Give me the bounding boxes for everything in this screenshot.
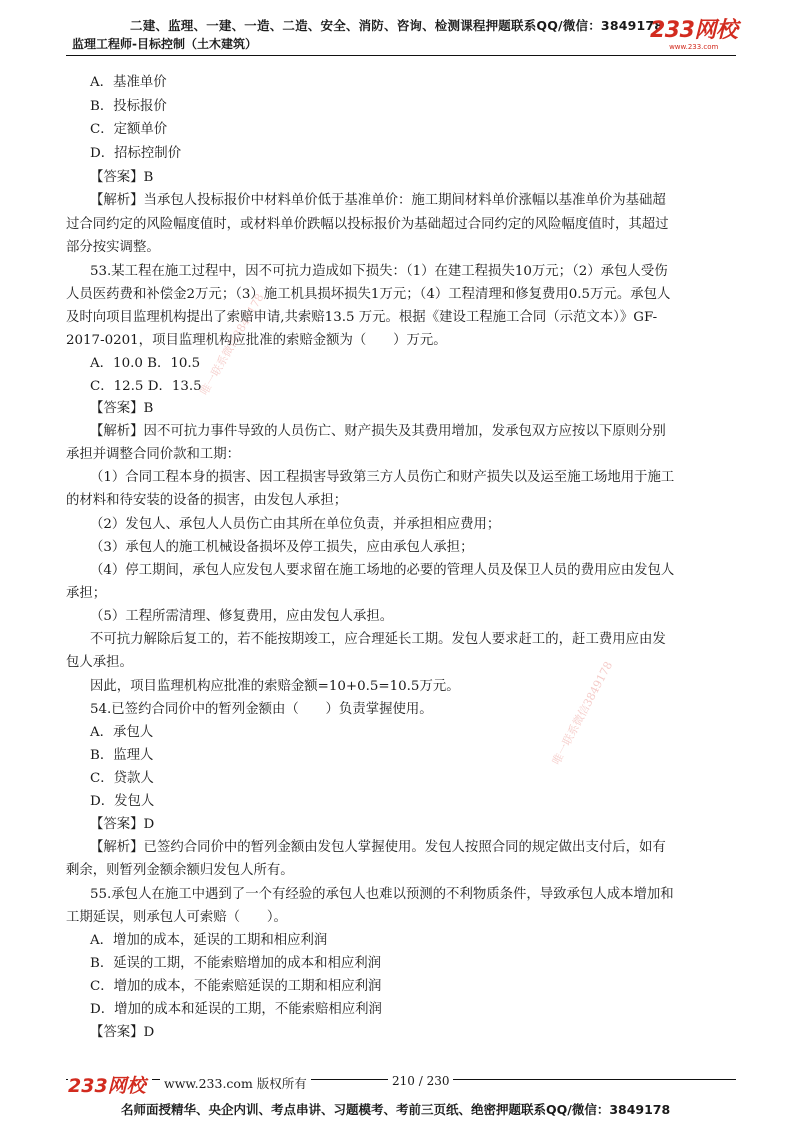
option-line: D．招标控制价 (90, 146, 182, 161)
question-line: 55.承包人在施工中遇到了一个有经验的承包人也难以预测的不利物质条件，导致承包人成本增加和 (90, 887, 674, 902)
text-line: 的材料和待安装的设备的损害，由发包人承担； (66, 493, 348, 508)
header-logo-url: www.233.com (669, 43, 719, 51)
option-line: C．增加的成本，不能索赔延误的工期和相应利润 (90, 979, 382, 994)
text-line: 部分按实调整。 (66, 240, 160, 255)
analysis-line: 【解析】因不可抗力事件导致的人员伤亡、财产损失及其费用增加，发承包双方应按以下原则分别 (90, 424, 666, 439)
option-line: B．延误的工期，不能索赔增加的成本和相应利润 (90, 956, 382, 971)
header-rule (66, 55, 736, 56)
text-line: （3）承包人的施工机械设备损坏及停工损失，应由承包人承担； (90, 540, 474, 555)
text-line: （1）合同工程本身的损害、因工程损害导致第三方人员伤亡和财产损失以及运至施工场地用于施工 (90, 470, 675, 485)
watermark: 唯一联系微信3849178 (549, 659, 616, 768)
answer-line: 【答案】B (90, 401, 154, 416)
question-line: 54.已签约合同价中的暂列金额由（ ）负责掌握使用。 (90, 702, 433, 717)
page-number: 210 / 230 (388, 1074, 453, 1088)
header-logo-text: 233网校 (650, 18, 738, 43)
text-line: 及时向项目监理机构提出了索赔申请,共索赔13.5 万元。根据《建设工程施工合同（示范文本）》GF- (66, 310, 658, 325)
option-line: C．定额单价 (90, 122, 168, 137)
text-line: 剩余，则暂列金额余额归发包人所有。 (66, 863, 294, 878)
footer-logo: 233网校 (68, 1071, 152, 1098)
text-line: 过合同约定的风险幅度值时，或材料单价跌幅以投标报价为基础超过合同约定的风险幅度值时，其超过 (66, 217, 669, 232)
header-logo (650, 20, 737, 51)
option-line: C．贷款人 (90, 771, 154, 786)
option-line: B．投标报价 (90, 99, 167, 114)
option-line: D．增加的成本和延误的工期，不能索赔相应利润 (90, 1002, 382, 1017)
footer-bottom-line: 名师面授精华、央企内训、考点串讲、习题模考、考前三页纸、绝密押题联系QQ/微信：3849178 (121, 1102, 671, 1117)
text-line: （5）工程所需清理、修复费用，应由发包人承担。 (90, 609, 394, 624)
analysis-line: 【解析】当承包人投标报价中材料单价低于基准单价：施工期间材料单价涨幅以基准单价为基础超 (90, 193, 666, 208)
text-line: 人员医药费和补偿金2万元；（3）施工机具损坏损失1万元；（4）工程清理和修复费用0.5万元。承包人 (66, 287, 671, 302)
option-line: A．10.0 B．10.5 (90, 356, 201, 371)
text-line: （2）发包人、承包人人员伤亡由其所在单位负责，并承担相应费用； (90, 517, 501, 532)
option-line: D．发包人 (90, 794, 155, 809)
text-line: 包人承担。 (66, 655, 133, 670)
footer-site: www.233.com 版权所有 (160, 1074, 311, 1092)
text-line: （4）停工期间，承包人应发包人要求留在施工场地的必要的管理人员及保卫人员的费用应由发包人 (90, 563, 675, 578)
option-line: A．增加的成本，延误的工期和相应利润 (90, 933, 328, 948)
option-line: C．12.5 D．13.5 (90, 379, 202, 394)
text-line: 不可抗力解除后复工的，若不能按期竣工，应合理延长工期。发包人要求赶工的，赶工费用应由发 (90, 632, 666, 647)
option-line: A．承包人 (90, 725, 154, 740)
header-top-line: 二建、监理、一建、一造、二造、安全、消防、咨询、检测课程押题联系QQ/微信：3849178 (130, 18, 664, 33)
analysis-line: 【解析】已签约合同价中的暂列金额由发包人掌握使用。发包人按照合同的规定做出支付后，如有 (90, 840, 666, 855)
text-line: 工期延误，则承包人可索赔（ ）。 (66, 910, 287, 925)
text-line: 2017-0201，项目监理机构应批准的索赔金额为（ ）万元。 (66, 333, 447, 348)
option-line: A．基准单价 (90, 75, 167, 90)
header-subtitle: 监理工程师-目标控制（土木建筑） (72, 37, 257, 51)
answer-line: 【答案】B (90, 170, 154, 185)
question-line: 53.某工程在施工过程中，因不可抗力造成如下损失：（1）在建工程损失10万元；（2）承包人受伤 (90, 264, 668, 279)
answer-line: 【答案】D (90, 817, 155, 832)
answer-line: 【答案】D (90, 1025, 155, 1040)
text-line: 因此，项目监理机构应批准的索赔金额=10+0.5=10.5万元。 (90, 679, 460, 694)
text-line: 承担； (66, 586, 107, 601)
text-line: 承担并调整合同价款和工期： (66, 447, 241, 462)
watermark: 唯一联系微信3849178 (197, 291, 267, 398)
option-line: B．监理人 (90, 748, 154, 763)
